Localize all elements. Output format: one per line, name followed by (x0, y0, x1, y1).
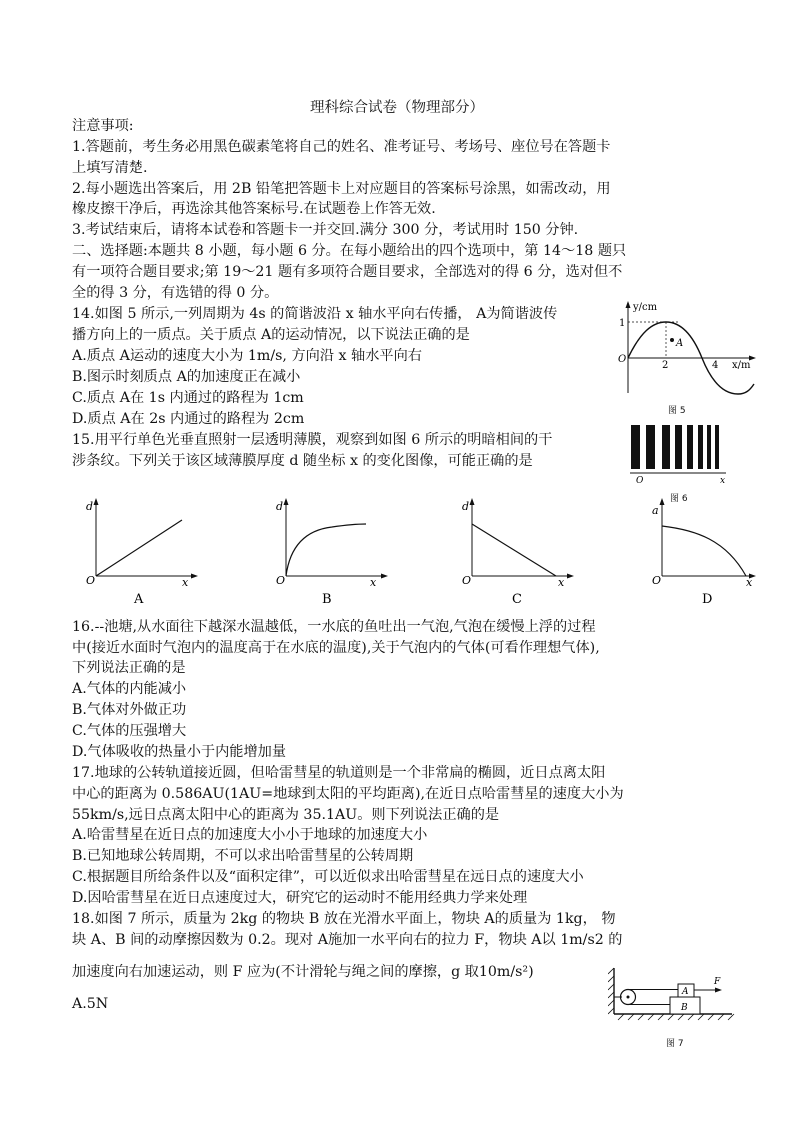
q17-option-d: D.因哈雷彗星在近日点速度过大，研究它的运动时不能用经典力学来处理 (72, 890, 528, 906)
fig5-origin: O (618, 354, 627, 365)
q14-option-d: D.质点 A在 2s 内通过的路程为 2cm (72, 411, 305, 427)
graph-d-ylabel: a (652, 504, 659, 517)
fig5-tick-x2: 4 (712, 360, 719, 371)
graph-a-xlabel: x (182, 576, 189, 589)
fig7-label-f: F (714, 977, 721, 987)
q17-stem: 中心的距离为 0.586AU(1AU=地球到太阳的平均距离),在近日点哈雷彗星的速度大小为 (72, 786, 624, 802)
graph-c-ylabel: d (462, 500, 470, 513)
q17-option-b: B.已知地球公转周期，不可以求出哈雷彗星的公转周期 (72, 848, 414, 864)
graph-b-option: B (322, 592, 332, 606)
graph-c-option: C (512, 592, 522, 606)
q15-stem: 涉条纹。下列关于该区域薄膜厚度 d 随坐标 x 的变化图像，可能正确的是 (72, 453, 533, 469)
notice-line: 3.考试结束后，请将本试卷和答题卡一并交回.满分 300 分，考试用时 150 分钟. (72, 222, 579, 238)
q18-stem: 块 A、B 间的动摩擦因数为 0.2。现对 A施加一水平向右的拉力 F，物块 A以 1m/s2 的 (72, 932, 623, 948)
q17-option-a: A.哈雷彗星在近日点的加速度大小小于地球的加速度大小 (72, 827, 428, 843)
figure-6-caption: 图 6 (670, 494, 688, 504)
q15-stem: 15.用平行单色光垂直照射一层透明薄膜，观察到如图 6 所示的明暗相间的干 (72, 432, 553, 448)
graph-d-xlabel: x (746, 576, 753, 589)
section-intro: 二、选择题:本题共 8 小题，每小题 6 分。在每小题给出的四个选项中，第 14～18 题只 (72, 243, 627, 259)
fig7-label-a: A (682, 987, 689, 997)
graph-c-origin: O (462, 574, 472, 587)
graph-option-c (458, 494, 578, 606)
q16-option-d: D.气体吸收的热量小于内能增加量 (72, 744, 287, 760)
fig5-xlabel: x/m (732, 360, 751, 371)
graph-a-origin: O (86, 574, 96, 587)
q14-option-b: B.图示时刻质点 A的加速度正在减小 (72, 369, 301, 385)
fig5-tick-x1: 2 (662, 360, 669, 371)
notice-heading: 注意事项: (72, 118, 134, 134)
graph-b-ylabel: d (276, 500, 284, 513)
q16-stem: 中(接近水面时气泡内的温度高于在水底的温度),关于气泡内的气体(可看作理想气体), (72, 640, 600, 656)
graph-d-origin: O (652, 574, 662, 587)
q14-option-c: C.质点 A在 1s 内通过的路程为 1cm (72, 390, 304, 406)
graph-option-d (648, 494, 768, 606)
graph-d-option: D (702, 592, 713, 606)
notice-line: 1.答题前，考生务必用黑色碳素笔将自己的姓名、准考证号、考场号、座位号在答题卡 (72, 139, 611, 155)
fig6-origin: O (636, 476, 644, 486)
graph-a-option: A (134, 592, 144, 606)
q14-option-a: A.质点 A运动的速度大小为 1m/s, 方向沿 x 轴水平向右 (72, 348, 422, 364)
q17-stem: 17.地球的公转轨道接近圆，但哈雷彗星的轨道则是一个非常扁的椭圆，近日点离太阳 (72, 765, 606, 781)
graph-a-ylabel: d (86, 500, 94, 513)
q18-option-a: A.5N (72, 996, 109, 1012)
exam-title: 理科综合试卷（物理部分） (310, 100, 484, 116)
q17-stem: 55km/s,远日点离太阳中心的距离为 35.1AU。则下列说法正确的是 (72, 807, 500, 823)
notice-line: 2.每小题选出答案后，用 2B 铅笔把答题卡上对应题目的答案标号涂黑，如需改动，用 (72, 181, 611, 197)
figure-7-pulley (608, 964, 738, 1026)
section-intro: 全的得 3 分，有选错的得 0 分。 (72, 285, 279, 301)
q16-option-b: B.气体对外做正功 (72, 702, 187, 718)
graph-option-a (82, 494, 202, 606)
q16-option-a: A.气体的内能减小 (72, 681, 187, 697)
graph-c-xlabel: x (558, 576, 565, 589)
q18-stem: 18.如图 7 所示，质量为 2kg 的物块 B 放在光滑水平面上，物块 A的质量为 1kg， 物 (72, 911, 616, 927)
fig6-xlabel: x (720, 476, 726, 486)
graph-option-b (272, 494, 392, 606)
graph-b-origin: O (276, 574, 286, 587)
figure-6-fringes (624, 423, 734, 493)
q18-stem: 加速度向右加速运动，则 F 应为(不计滑轮与绳之间的摩擦，g 取10m/s²) (72, 964, 534, 980)
q16-stem: 16.--池塘,从水面往下越深水温越低，一水底的鱼吐出一气泡,气泡在缓慢上浮的过程 (72, 619, 596, 635)
section-intro: 有一项符合题目要求;第 19～21 题有多项符合题目要求，全部选对的得 6 分，选对但不 (72, 264, 623, 280)
graph-b-xlabel: x (370, 576, 377, 589)
q14-stem: 播方向上的一质点。关于质点 A的运动情况，以下说法正确的是 (72, 327, 470, 343)
fig5-tick-y: 1 (619, 318, 626, 329)
q14-stem: 14.如图 5 所示,一列周期为 4s 的简谐波沿 x 轴水平向右传播， A为简谐波传 (72, 306, 558, 322)
fig7-label-b: B (681, 1003, 688, 1013)
figure-5-caption: 图 5 (668, 406, 686, 416)
fig5-ylabel: y/cm (633, 302, 658, 313)
notice-line: 上填写清楚. (72, 160, 148, 176)
notice-line: 橡皮擦干净后，再选涂其他答案标号.在试题卷上作答无效. (72, 201, 436, 217)
q17-option-c: C.根据题目所给条件以及“面积定律”，可以近似求出哈雷彗星在远日点的速度大小 (72, 869, 584, 885)
q16-stem: 下列说法正确的是 (72, 660, 186, 676)
figure-5-wave (612, 298, 762, 398)
fig5-point-a: A (676, 338, 684, 349)
q16-option-c: C.气体的压强增大 (72, 723, 187, 739)
figure-7-caption: 图 7 (666, 1039, 684, 1049)
